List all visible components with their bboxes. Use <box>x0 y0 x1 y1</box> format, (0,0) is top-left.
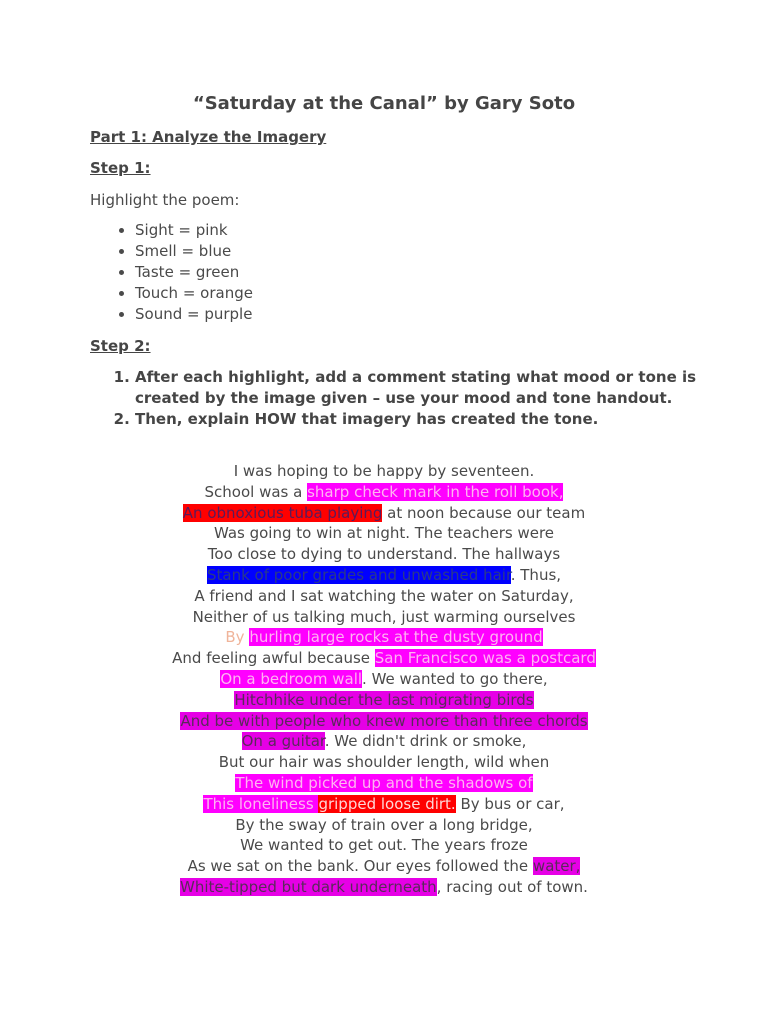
poem-text-segment: School was a <box>204 482 308 501</box>
poem-line <box>0 711 768 732</box>
legend-item-sight: • Sight = pink <box>135 220 253 241</box>
step1-instruction: Highlight the poem: <box>90 191 240 209</box>
poem-text <box>0 461 768 898</box>
poem-line <box>0 856 768 877</box>
step1-heading: Step 1: <box>90 159 151 177</box>
highlighted-phrase: White-tipped but dark underneath <box>180 877 437 896</box>
document-title: “Saturday at the Canal” by Gary Soto <box>192 93 576 114</box>
poem-text-segment: . We wanted to go there, <box>362 669 548 688</box>
highlighted-phrase: water, <box>532 857 581 876</box>
highlighted-phrase: Stank of poor grades and unwashed hair <box>206 565 511 584</box>
poem-line <box>0 731 768 752</box>
poem-line <box>0 690 768 711</box>
poem-text-segment: Neither of us talking much, just warming ourselves <box>192 607 576 626</box>
poem-text-segment: Too close to dying to understand. The hallways <box>207 545 561 564</box>
poem-text-segment: And feeling awful because <box>172 649 375 668</box>
poem-line <box>0 773 768 794</box>
poem-line <box>0 461 768 482</box>
highlighted-phrase: And be with people who knew more than three chords <box>180 711 588 730</box>
highlighted-phrase: San Francisco was a postcard <box>374 649 596 668</box>
poem-line <box>0 544 768 565</box>
highlighted-phrase: This loneliness <box>203 794 319 813</box>
poem-line <box>0 586 768 607</box>
highlighted-phrase: hurling large rocks at the dusty ground <box>249 628 543 647</box>
legend-item-smell: • Smell = blue <box>135 241 253 262</box>
poem-text-segment: By bus or car, <box>455 794 565 813</box>
highlighted-phrase: On a guitar <box>241 732 325 751</box>
poem-line <box>0 648 768 669</box>
step2-heading: Step 2: <box>90 337 151 355</box>
poem-text-segment: We wanted to get out. The years froze <box>240 836 528 855</box>
poem-line <box>0 503 768 524</box>
poem-line <box>0 627 768 648</box>
poem-line <box>0 794 768 815</box>
poem-text-segment: I was hoping to be happy by seventeen. <box>233 462 535 480</box>
poem-text-segment: . Thus, <box>510 565 562 584</box>
poem-text-segment: By the sway of train over a long bridge, <box>235 815 533 834</box>
poem-line <box>0 565 768 586</box>
poem-text-segment: A friend and I sat watching the water on Saturday, <box>194 586 574 605</box>
poem-line <box>0 523 768 544</box>
highlight-legend-list <box>90 220 253 325</box>
poem-text-segment: at noon because our team <box>382 503 586 522</box>
poem-text-segment: , racing out of town. <box>436 877 588 896</box>
step2-item-comment: 1. After each highlight, add a comment stating what mood or tone is created by the image given – use your mood and tone handout. <box>135 367 735 409</box>
poem-line <box>0 669 768 690</box>
part1-heading: Part 1: Analyze the Imagery <box>90 128 327 146</box>
poem-text-segment: But our hair was shoulder length, wild when <box>218 753 550 772</box>
step2-item-explain: 2. Then, explain HOW that imagery has created the tone. <box>135 409 735 430</box>
poem-line <box>0 815 768 836</box>
legend-item-touch: • Touch = orange <box>135 283 253 304</box>
highlighted-phrase: Hitchhike under the last migrating birds <box>234 690 534 709</box>
poem-text-segment: By <box>225 628 250 647</box>
poem-text-segment: . We didn't drink or smoke, <box>324 732 527 751</box>
highlighted-phrase: An obnoxious tuba playing <box>182 503 383 522</box>
poem-line <box>0 752 768 773</box>
highlighted-phrase: The wind picked up and the shadows of <box>235 773 533 792</box>
highlighted-phrase: sharp check mark in the roll book, <box>307 482 564 501</box>
poem-text-segment: As we sat on the bank. Our eyes followed the <box>187 857 533 876</box>
step2-instructions-list <box>90 367 735 430</box>
poem-line <box>0 607 768 628</box>
legend-item-taste: • Taste = green <box>135 262 253 283</box>
highlighted-phrase: On a bedroom wall <box>220 669 363 688</box>
poem-text-segment: Was going to win at night. The teachers were <box>213 524 555 543</box>
highlighted-phrase: gripped loose dirt. <box>318 794 456 813</box>
poem-line <box>0 482 768 503</box>
poem-line <box>0 877 768 898</box>
legend-item-sound: • Sound = purple <box>135 304 253 325</box>
poem-line <box>0 835 768 856</box>
